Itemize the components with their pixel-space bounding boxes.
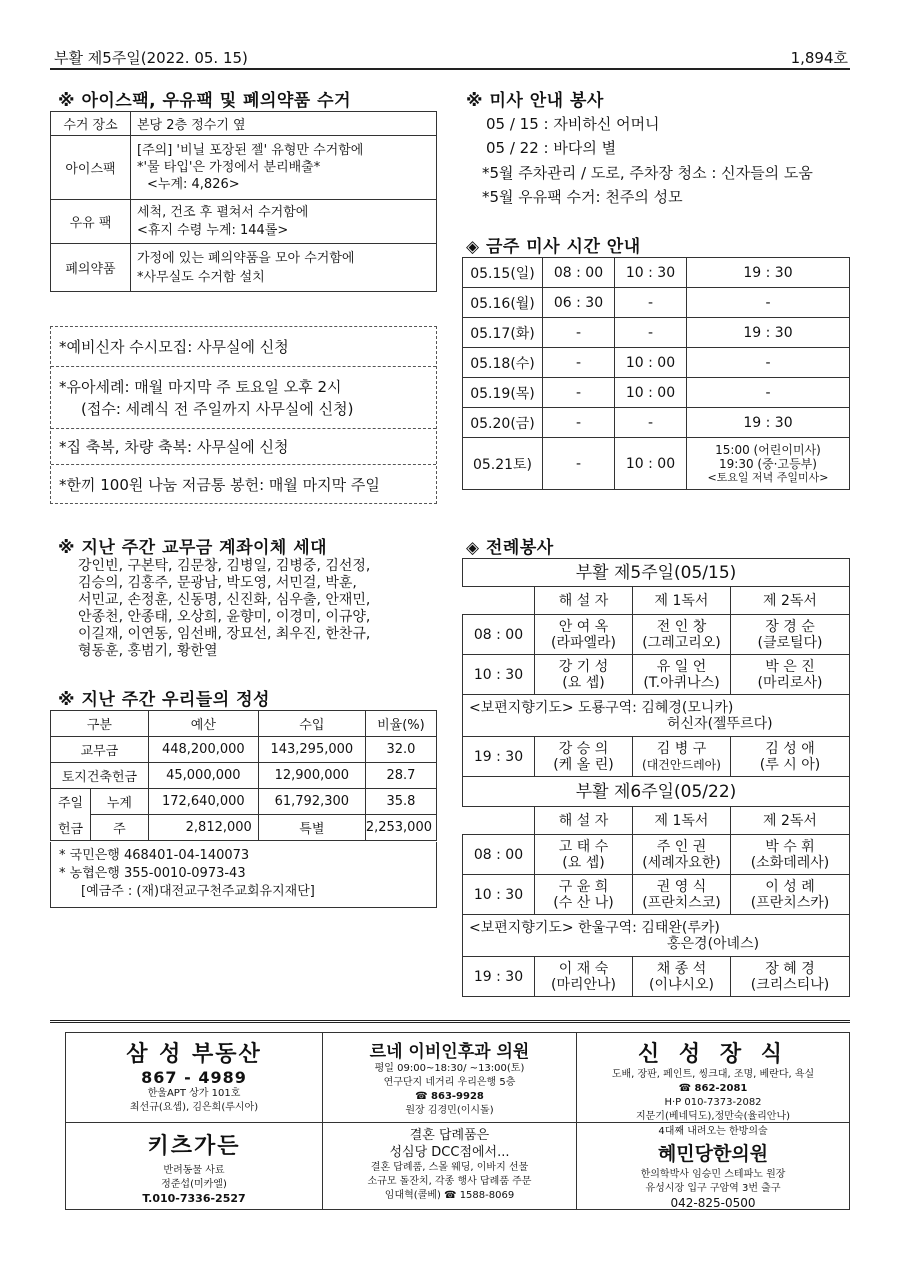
mass-time: -: [543, 378, 615, 408]
reader-name: 유 일 언: [656, 658, 707, 675]
mass-date: 05.19(목): [463, 378, 543, 408]
col-header: 제 2독서: [731, 587, 850, 615]
ad-line: 한의학박사 임승민 스테파노 원장: [640, 1169, 786, 1180]
ad-phone: T.010-7336-2527: [142, 1192, 246, 1205]
ad-line: 도배, 장판, 페인트, 씽크대, 조명, 베란다, 욕실: [611, 1069, 815, 1080]
mass-time: -: [543, 438, 615, 490]
icepack-table: [50, 111, 437, 292]
mass-time: 19 : 30: [687, 258, 850, 288]
bank-line: * 농협은행 355-0010-0973-43: [59, 866, 246, 881]
reader-baptism: (라파엘라): [550, 634, 617, 651]
ad-line: 결혼 답례품, 스몰 웨딩, 이바지 선물: [370, 1162, 529, 1173]
col-header: 해 설 자: [535, 587, 633, 615]
reader-name: 박 은 진: [765, 658, 815, 675]
page-header: [50, 44, 850, 70]
mass-date: 05.21토): [463, 438, 543, 490]
ad-line: 유성시장 입구 구암역 3번 출구: [645, 1183, 781, 1194]
reader-baptism: (프란치스코): [642, 894, 721, 911]
reader-name: 김 성 애: [765, 740, 815, 757]
reader-name: 장 혜 경: [765, 960, 815, 977]
notice-item: *예비신자 수시모집: 사무실에 신청: [51, 327, 436, 367]
ad-line: 반려동물 사료: [163, 1165, 225, 1176]
col-header: 수입: [258, 711, 365, 737]
bank-info: [50, 842, 437, 908]
service-time: 19 : 30: [463, 957, 535, 997]
reader-name: 이 성 례: [765, 878, 815, 895]
cumulative-label: 누계: [91, 789, 149, 815]
mass-date: 05.16(월): [463, 288, 543, 318]
issue-number: 1,894호: [790, 49, 848, 67]
notice-item: *집 축복, 차량 축복: 사무실에 신청: [51, 429, 436, 465]
offer-budget: 448,200,000: [148, 737, 258, 763]
mass-time: -: [543, 348, 615, 378]
prayer-line: 허신자(젤뚜르다): [667, 715, 773, 732]
mass-time: -: [543, 408, 615, 438]
service-line: *5월 주차관리 / 도로, 주차장 청소 : 신자들의 도움: [482, 164, 813, 182]
row-text: <휴지 수령 누계: 144롤>: [137, 222, 289, 238]
ad-phone: H·P 010-7373-2082: [664, 1097, 762, 1108]
ad-line: 소규모 돌잔치, 각종 행사 답례품 주문: [367, 1176, 532, 1187]
cumulative-income: 61,792,300: [258, 789, 365, 815]
reader-baptism: (루 시 아): [759, 756, 821, 773]
issue-date: 부활 제5주일(2022. 05. 15): [54, 49, 248, 67]
ad-phone: 867 - 4989: [141, 1068, 247, 1087]
col-header: 구분: [51, 711, 149, 737]
ad-pet-store: [66, 1129, 322, 1209]
ad-interior: [577, 1037, 849, 1122]
row-label: 폐의약품: [51, 244, 131, 292]
ad-phone: ☎ 863-9928: [415, 1091, 484, 1102]
ad-title: 결혼 답례품은: [409, 1128, 490, 1143]
ad-line: 평일 09:00~18:30/ ~13:00(토): [374, 1063, 525, 1074]
donor-line: 형동훈, 홍범기, 황한열: [78, 643, 218, 659]
donors-title: ※ 지난 주간 교무금 계좌이체 세대: [58, 538, 328, 558]
mass-time: -: [615, 288, 687, 318]
mass-time: 19:30 (중·고등부): [719, 456, 817, 471]
liturgy-table: [462, 558, 850, 997]
ad-title: 신 성 장 식: [638, 1042, 788, 1067]
footer-divider: [50, 1020, 850, 1023]
reader-name: 안 여 옥: [558, 618, 609, 635]
bank-line: [예금주 : (재)대전교구천주교회유지재단]: [81, 884, 315, 899]
special-label: 특별: [258, 815, 365, 841]
cash-label: 주일: [51, 789, 91, 815]
ad-title: 르네 이비인후과 의원: [369, 1042, 530, 1062]
cumulative-budget: 172,640,000: [148, 789, 258, 815]
reader-baptism: (그레고리오): [642, 634, 721, 651]
reader-name: 김 병 구: [656, 740, 707, 757]
mass-time: -: [687, 288, 850, 318]
prayer-line: <보편지향기도> 도룡구역: 김혜경(모니카): [469, 699, 734, 716]
col-header: 제 1독서: [633, 587, 731, 615]
week-label: 주: [91, 815, 149, 841]
offer-budget: 45,000,000: [148, 763, 258, 789]
donor-line: 김승의, 김홍주, 문광남, 박도영, 서민걸, 박훈,: [78, 575, 357, 591]
offer-label: 교무금: [51, 737, 149, 763]
row-label: 우유 팩: [51, 200, 131, 244]
mass-service-list: [486, 112, 660, 160]
donor-line: 안종천, 안종태, 오상희, 윤향미, 이경미, 이규양,: [78, 609, 371, 625]
col-header: 제 2독서: [731, 807, 850, 835]
col-header: 예산: [148, 711, 258, 737]
service-time: 08 : 00: [463, 835, 535, 875]
row-text: *'물 타입'은 가정에서 분리배출*: [137, 160, 321, 175]
offering-title: ※ 지난 주간 우리들의 정성: [58, 690, 270, 710]
mass-time: -: [687, 348, 850, 378]
row-text: *사무실도 수거함 설치: [137, 269, 265, 285]
icepack-title: ※ 아이스팩, 우유팩 및 폐의약품 수거: [58, 91, 351, 111]
mass-time: 10 : 30: [615, 258, 687, 288]
service-time: 10 : 30: [463, 875, 535, 915]
reader-baptism: (마리로사): [757, 674, 823, 691]
reader-name: 강 승 의: [558, 740, 609, 757]
reader-baptism: (케 올 린): [553, 756, 614, 773]
mass-service-title: ※ 미사 안내 봉사: [466, 91, 604, 111]
offering-table: [50, 710, 437, 841]
mass-time: 08 : 00: [543, 258, 615, 288]
mass-times-title: ◈ 금주 미사 시간 안내: [466, 237, 641, 257]
reader-name: 주 인 권: [656, 838, 707, 855]
ad-title: 성심당 DCC점에서...: [389, 1145, 510, 1160]
ad-phone: ☎ 862-2081: [678, 1083, 748, 1094]
mass-time: -: [543, 318, 615, 348]
donor-line: 강인빈, 구본탁, 김문창, 김병일, 김병중, 김선정,: [78, 558, 371, 574]
week-budget: 2,812,000: [148, 815, 258, 841]
ad-line: 최선규(요셉), 김은희(루시아): [129, 1102, 259, 1113]
row-text: 세척, 건조 후 펼쳐서 수거함에: [137, 204, 309, 220]
reader-name: 권 영 식: [656, 878, 707, 895]
mass-note: <토요일 저녁 주일미사>: [707, 470, 829, 484]
offer-income: 12,900,000: [258, 763, 365, 789]
mass-date: 05.20(금): [463, 408, 543, 438]
prayer-line: 홍은경(아녜스): [667, 935, 760, 952]
service-line: 05 / 22 : 바다의 별: [486, 139, 617, 157]
ads-grid: [65, 1032, 850, 1210]
reader-baptism: (수 산 나): [553, 894, 614, 911]
col-header: 비율(%): [365, 711, 436, 737]
reader-name: 구 윤 희: [558, 878, 609, 895]
mass-date: 05.17(화): [463, 318, 543, 348]
reader-baptism: (프란치스카): [750, 894, 830, 911]
reader-baptism: (대건안드레아): [642, 757, 721, 772]
offer-ratio: 32.0: [365, 737, 436, 763]
bank-line: * 국민은행 468401-04-140073: [59, 848, 250, 863]
reader-name: 강 기 성: [558, 658, 609, 675]
service-time: 19 : 30: [463, 737, 535, 777]
mass-time: 15:00 (어린이미사): [715, 442, 821, 457]
row-text: 가정에 있는 폐의약품을 모아 수거함에: [137, 250, 355, 266]
row-text: <누계: 4,826>: [147, 177, 240, 192]
reader-baptism: (요 셉): [562, 674, 605, 691]
service-line: *5월 우유팩 수거: 천주의 성모: [482, 188, 683, 206]
cash-label: 헌금: [51, 815, 91, 841]
service-time: 10 : 30: [463, 655, 535, 695]
notice-item: *한끼 100원 나눔 저금통 봉헌: 매월 마지막 주일: [59, 475, 380, 494]
reader-baptism: (소화데레사): [750, 854, 830, 871]
notices-box: [50, 326, 437, 504]
mass-time: 19 : 30: [687, 318, 850, 348]
reader-baptism: (이냐시오): [648, 976, 715, 993]
ad-line: 정준섭(미카엘): [161, 1179, 227, 1190]
mass-times-table: [462, 257, 850, 490]
mass-date: 05.18(수): [463, 348, 543, 378]
special-value: 2,253,000: [365, 815, 436, 841]
notice-item: (접수: 세례식 전 주일까지 사무실에 신청): [81, 399, 354, 418]
row-label: 아이스팩: [51, 136, 131, 200]
ad-ent-clinic: [323, 1037, 576, 1122]
ad-line: 연구단지 네거리 우리은행 5층: [383, 1077, 516, 1088]
mass-time: -: [615, 318, 687, 348]
mass-time: 10 : 00: [615, 348, 687, 378]
col-header: 제 1독서: [633, 807, 731, 835]
mass-time: 10 : 00: [615, 378, 687, 408]
row-text: 본당 2층 정수기 옆: [131, 112, 437, 136]
reader-baptism: (클로틸다): [757, 634, 823, 651]
mass-time: 06 : 30: [543, 288, 615, 318]
ad-phone: 042-825-0500: [670, 1196, 756, 1209]
reader-baptism: (크리스티나): [750, 976, 830, 993]
mass-time: -: [687, 378, 850, 408]
reader-baptism: (세례자요한): [642, 854, 721, 871]
mass-time: 19 : 30: [687, 408, 850, 438]
offer-label: 토지건축헌금: [51, 763, 149, 789]
ad-title: 혜민당한의원: [657, 1143, 769, 1165]
reader-name: 전 인 창: [656, 618, 707, 635]
reader-name: 박 수 휘: [765, 838, 815, 855]
ad-line: 4대째 내려오는 한방의술: [658, 1126, 768, 1137]
notice-item: *유아세례: 매월 마지막 주 토요일 오후 2시: [59, 377, 342, 396]
mass-time: -: [615, 408, 687, 438]
ad-line: 한울APT 상가 101호: [147, 1088, 241, 1099]
ad-bakery: [323, 1127, 576, 1209]
row-label: 수거 장소: [51, 112, 131, 136]
mass-service-notes: [482, 161, 813, 209]
ad-title: 키츠가든: [147, 1134, 241, 1159]
week-title: 부활 제6주일(05/22): [463, 777, 850, 807]
ad-real-estate: [66, 1037, 322, 1122]
service-time: 08 : 00: [463, 615, 535, 655]
reader-baptism: (T.아퀴나스): [643, 674, 720, 691]
ad-line: 원장 김경민(이시돌): [405, 1105, 494, 1116]
liturgy-title: ◈ 전례봉사: [466, 538, 554, 558]
cumulative-ratio: 35.8: [365, 789, 436, 815]
donor-line: 이길재, 이연동, 임선배, 장묘선, 최우진, 한찬규,: [78, 626, 371, 642]
prayer-line: <보편지향기도> 한울구역: 김태완(루카): [469, 919, 720, 936]
mass-date: 05.15(일): [463, 258, 543, 288]
mass-time: 10 : 00: [615, 438, 687, 490]
reader-name: 채 종 석: [656, 960, 707, 977]
col-header: 해 설 자: [535, 807, 633, 835]
ad-phone: 임대혁(콜베) ☎ 1588-8069: [384, 1190, 515, 1201]
ad-line: 지문기(베네딕도),정만숙(율리안나): [635, 1111, 791, 1122]
reader-baptism: (마리안나): [550, 976, 617, 993]
offer-ratio: 28.7: [365, 763, 436, 789]
week-title: 부활 제5주일(05/15): [463, 559, 850, 587]
reader-name: 장 경 순: [765, 618, 815, 635]
ad-oriental-clinic: [577, 1125, 849, 1209]
reader-name: 고 태 수: [558, 838, 609, 855]
reader-baptism: (요 셉): [562, 854, 605, 871]
row-text: [주의] '비닐 포장된 젤' 유형만 수거함에: [137, 143, 364, 158]
ad-title: 삼 성 부동산: [126, 1042, 262, 1067]
reader-name: 이 재 숙: [558, 960, 609, 977]
service-line: 05 / 15 : 자비하신 어머니: [486, 115, 660, 133]
offer-income: 143,295,000: [258, 737, 365, 763]
donor-list: [78, 558, 438, 660]
donor-line: 서민교, 손정훈, 신동명, 신진화, 심우출, 안재민,: [78, 592, 371, 608]
